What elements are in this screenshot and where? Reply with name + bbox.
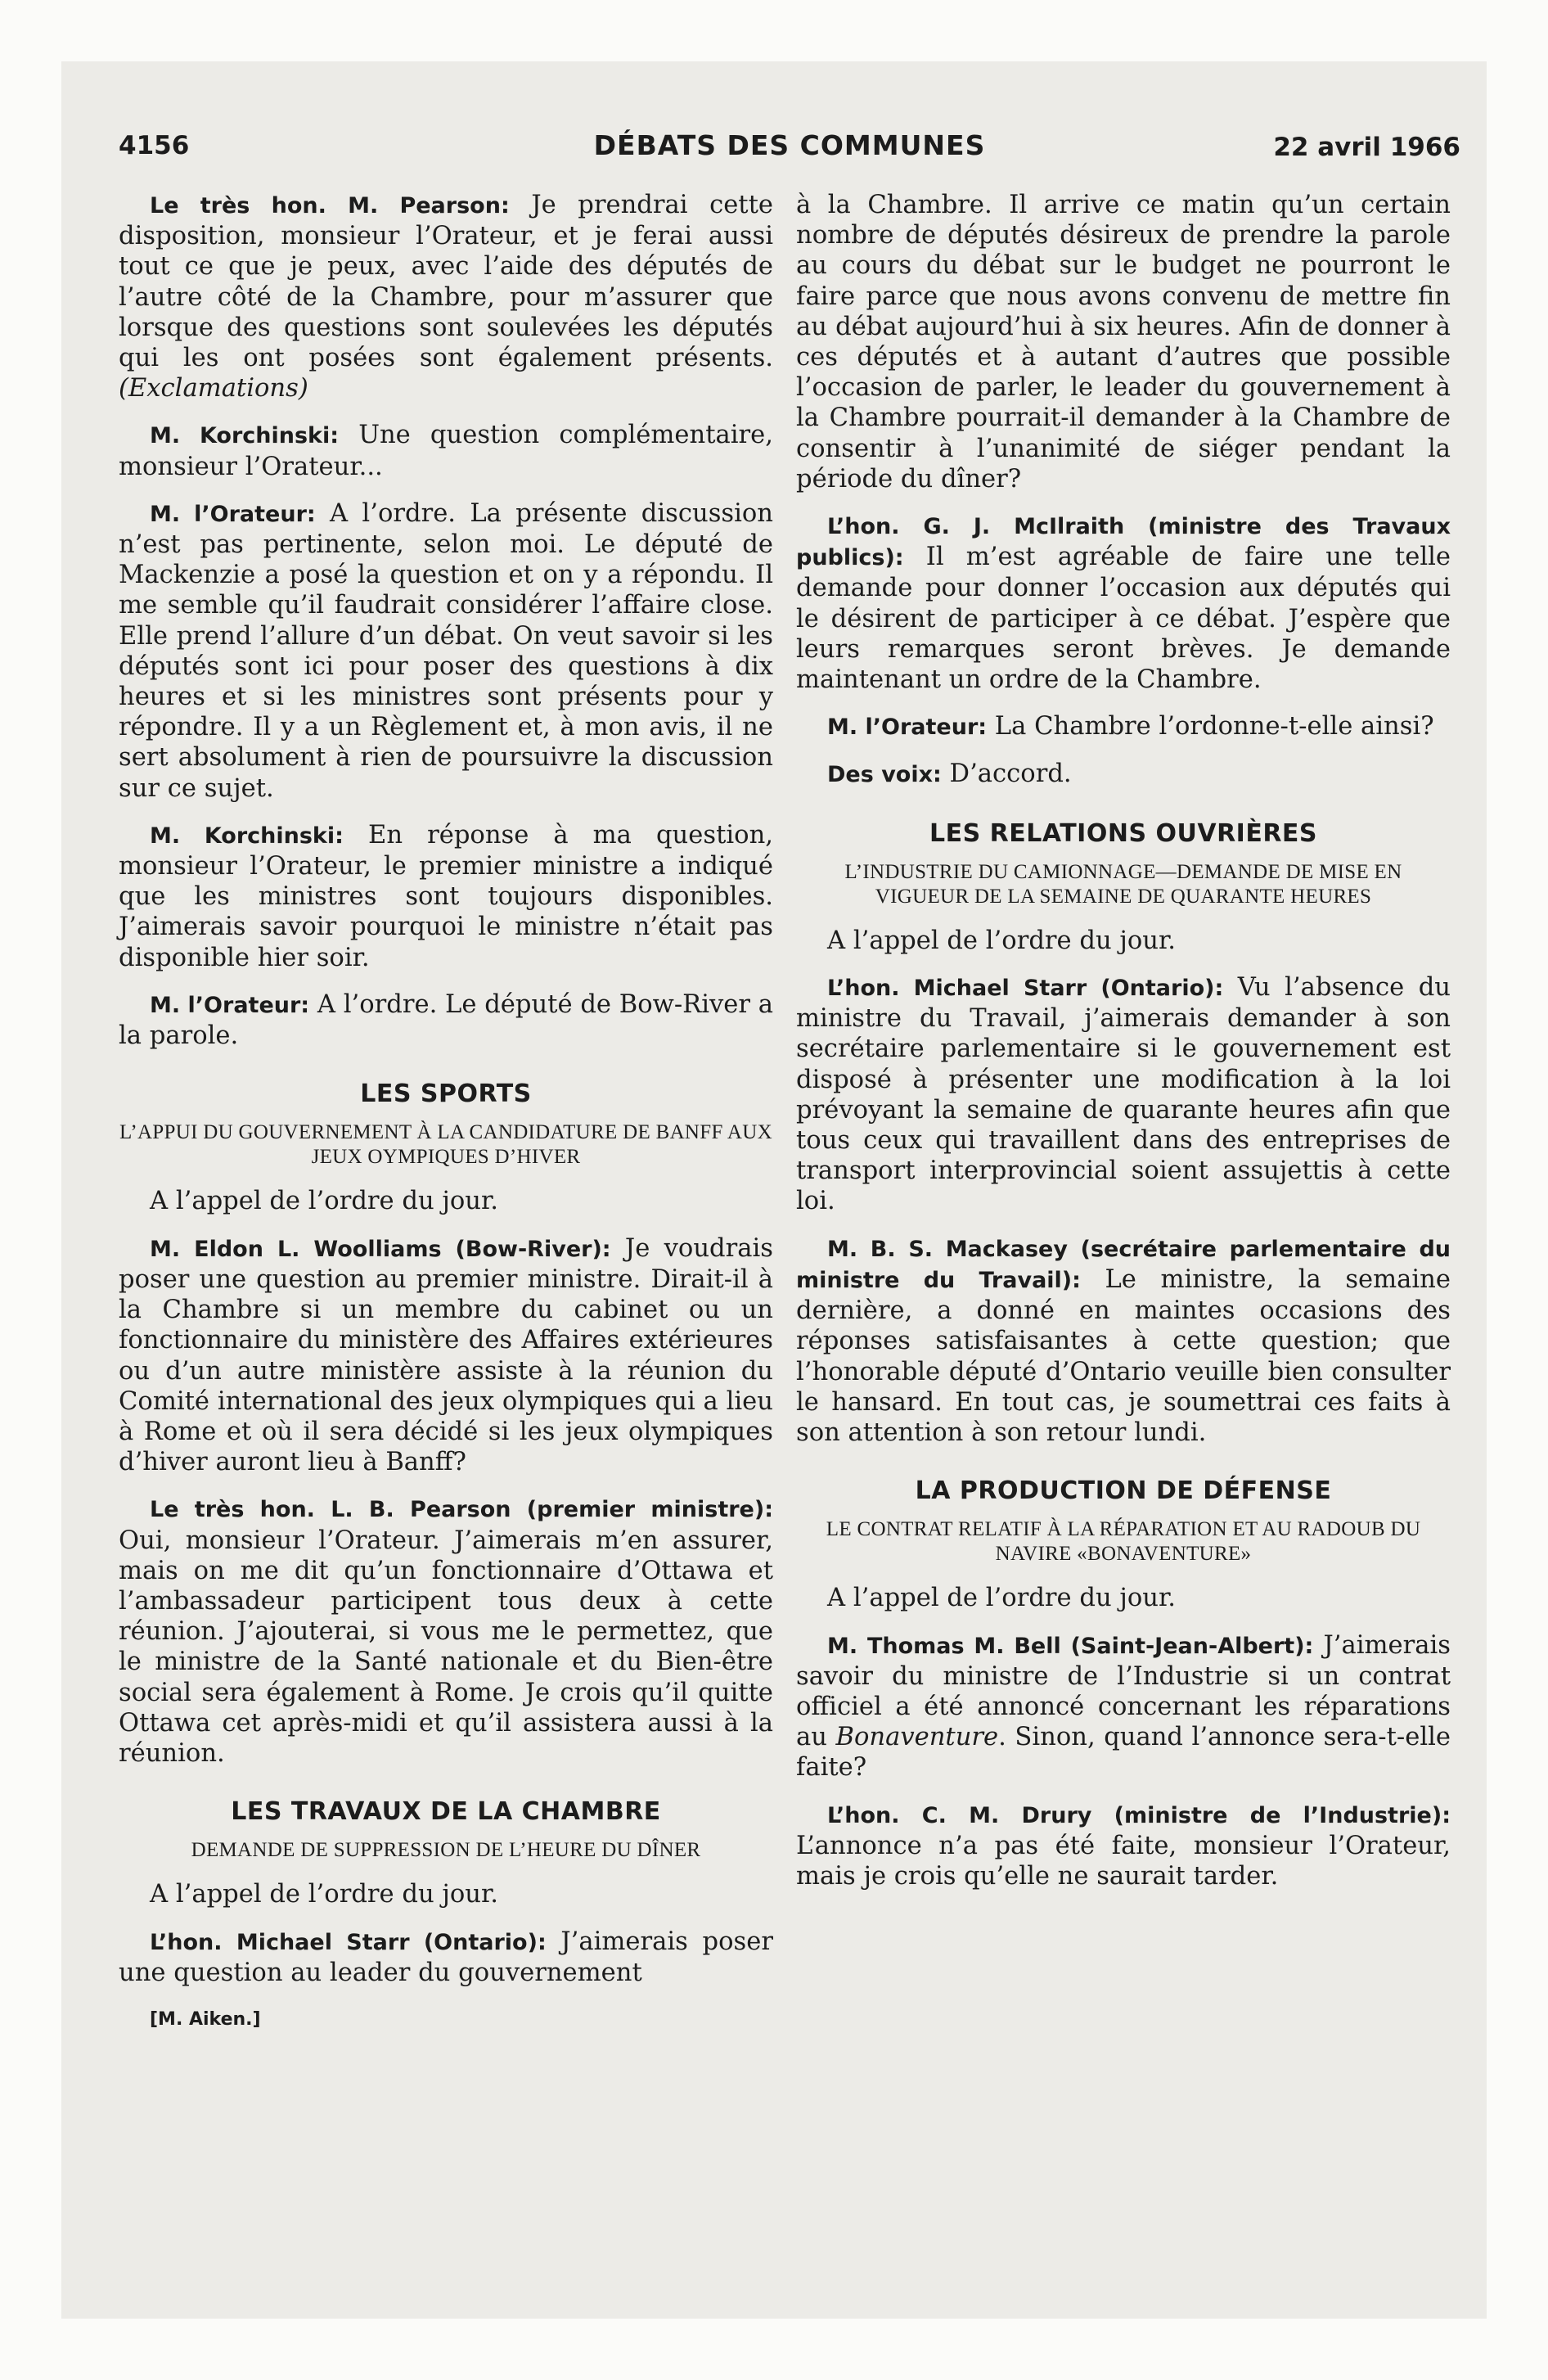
paragraph (796, 711, 1451, 742)
speaker-name: M. Eldon L. Woolliams (Bow-River): (150, 1236, 611, 1262)
speaker-name: M. Thomas M. Bell (Saint-Jean-Albert): (827, 1633, 1314, 1659)
speech-text: A l’ordre. Le député de Bow-River a la parole. (119, 989, 774, 1051)
speaker-name: M. l’Orateur: (150, 501, 316, 527)
speaker-name: Le très hon. M. Pearson: (150, 193, 510, 219)
speaker-name: L’hon. Michael Starr (Ontario): (827, 976, 1224, 1002)
interjection: (Exclamations) (119, 374, 308, 403)
speaker-name: M. Korchinski: (150, 823, 344, 849)
speaker-name: L’hon. C. M. Drury (ministre de l’Industrie): (827, 1802, 1451, 1828)
paragraph (119, 1233, 773, 1478)
ship-name: Bonaventure (835, 1723, 999, 1752)
speech-text: J’aimerais poser une question au leader du gouvernement (119, 1927, 773, 1987)
speech-text: Le ministre, la semaine dernière, a donné en maintes occasions des réponses satisfaisantes à cette question; que l’honorable député d’Ontario veuille bien consulter le hansard. En tout cas, je soumettrai ces faits à son attention à son retour lundi. (796, 1264, 1451, 1447)
speech-text: L’annonce n’a pas été faite, monsieur l’Orateur, mais je crois qu’elle ne saurait tarder. (796, 1831, 1451, 1891)
speech-text: D’accord. (941, 760, 1072, 789)
paragraph (796, 759, 1451, 790)
section-subheading: DEMANDE DE SUPPRESSION DE L’HEURE DU DÎNER (191, 1839, 701, 1862)
speaker-name: L’hon. Michael Starr (Ontario): (150, 1929, 547, 1955)
speech-text: Je voudrais poser une question au premier ministre. Dirait-il à la Chambre si un membre du cabinet ou un fonctionnaire du ministère des Affaires extérieures ou d’un autre ministère assiste à la réunion du Comité international des jeux olympiques qui a lieu à Rome et où il sera décidé si les jeux olympiques d’hiver auront lieu à Banff? (119, 1233, 773, 1477)
speech-text: . Sinon, quand l’annonce sera-t-elle faite? (796, 1723, 1451, 1783)
speaker-name: M. l’Orateur: (150, 992, 310, 1018)
speech-text: A l’ordre. La présente discussion n’est pas pertinente, selon moi. Le député de Mackenzie a posé la question et on y a répondu. Il me semble qu’il faudrait considérer l’affaire close. Elle prend l’allure d’un débat. On veut savoir si les députés sont ici pour poser des questions à dix heures et si les ministres sont présents pour y répondre. Il y a un Règlement et, à mon avis, il ne sert absolument à rien de poursuivre la discussion sur ce sujet. (119, 498, 773, 803)
order-call: A l’appel de l’ordre du jour. (827, 926, 1176, 955)
paragraph (119, 420, 773, 481)
page-header (119, 123, 1460, 172)
speech-text: Je prendrai cette disposition, monsieur l’Orateur, et je ferai aussi tout ce que je peux, avec l’aide des députés de l’autre côté de la Chambre, pour m’assurer que lorsque des questions sont soulevées les députés qui les ont posées sont également présents. (119, 191, 774, 373)
speech-text: Une question complémentaire, monsieur l’Orateur... (119, 421, 773, 481)
section-heading: LES TRAVAUX DE LA CHAMBRE (231, 1797, 661, 1827)
speaker-footnote: [M. Aiken.] (150, 2008, 261, 2030)
paragraph (796, 1233, 1451, 1448)
speaker-name: M. Korchinski: (150, 423, 340, 449)
paragraph (796, 972, 1451, 1217)
paragraph (119, 190, 773, 403)
speaker-name: Des voix: (827, 762, 942, 788)
speech-text: J’aimerais savoir du ministre de l’Industrie si un contrat officiel a été annoncé concernant les réparations au (796, 1630, 1451, 1752)
section-subheading: LE CONTRAT RELATIF À LA RÉPARATION ET AU RADOUB DU NAVIRE «BONAVENTURE» (826, 1518, 1421, 1566)
speech-text: Oui, monsieur l’Orateur. J’aimerais m’en assurer, mais on me dit qu’un fonctionnaire d’Ottawa et l’ambassadeur participent tous deux à cette réunion. J’ajouterai, si vous me le permettez, que le ministre de la Santé nationale et du Bien-être social sera également à Rome. Je crois qu’il quitte Ottawa cet après-midi et qu’il assistera aussi à la réunion. (119, 1526, 773, 1768)
section-heading: LES RELATIONS OUVRIÈRES (929, 818, 1318, 848)
speaker-name: M. B. S. Mackasey (secrétaire parlementaire du ministre du Travail): (796, 1236, 1451, 1293)
left-column (119, 190, 773, 2035)
order-call: A l’appel de l’ordre du jour. (827, 1584, 1176, 1613)
order-call: A l’appel de l’ordre du jour. (150, 1880, 498, 1909)
speaker-name: M. l’Orateur: (827, 714, 988, 741)
section-heading: LES SPORTS (360, 1080, 532, 1109)
publication-title: DÉBATS DES COMMUNES (593, 129, 986, 161)
paragraph (119, 989, 773, 1051)
section-subheading: L’APPUI DU GOUVERNEMENT À LA CANDIDATURE DE BANFF AUX JEUX OYMPIQUES D’HIVER (119, 1121, 772, 1169)
right-column (796, 190, 1451, 1908)
paragraph (119, 1927, 773, 1988)
paragraph (119, 498, 773, 804)
paragraph (796, 1630, 1451, 1783)
speaker-name: L’hon. G. J. McIlraith (ministre des Travaux publics): (796, 514, 1451, 571)
speech-text: Vu l’absence du ministre du Travail, j’aimerais demander à son secrétaire parlementaire si le gouvernement est disposé à présenter une modification à la loi prévoyant la semaine de quarante heures afin que tous ceux qui travaillent dans des entreprises de transport interprovincial soient assujettis à cette loi. (796, 973, 1451, 1216)
paragraph (796, 1800, 1451, 1892)
speech-text: Il m’est agréable de faire une telle demande pour donner l’occasion aux députés qui le désirent de participer à ce débat. J’espère que leurs remarques seront brèves. Je demande maintenant un ordre de la Chambre. (796, 543, 1451, 695)
order-call: A l’appel de l’ordre du jour. (150, 1187, 498, 1216)
paragraph (119, 1494, 773, 1769)
paragraph (796, 511, 1451, 695)
paragraph (119, 820, 773, 973)
page-number: 4156 (119, 131, 190, 160)
page-date: 22 avril 1966 (1273, 133, 1460, 162)
paragraph: à la Chambre. Il arrive ce matin qu’un certain nombre de députés désireux de prendre la parole au cours du débat sur le budget ne pourront le faire parce que nous avons convenu de mettre fin au débat aujourd’hui à six heures. Afin de donner à ces députés et à autant d’autres que possible l’occasion de parler, le leader du gouvernement à la Chambre pourrait-il demander à la Chambre de consentir à l’unanimité de siéger pendant la période du dîner? (796, 191, 1451, 494)
speech-text: En réponse à ma question, monsieur l’Orateur, le premier ministre a indiqué que les ministres sont toujours disponibles. J’aimerais savoir pourquoi le ministre n’était pas disponible hier soir. (119, 820, 773, 972)
speaker-name: Le très hon. L. B. Pearson (premier ministre): (150, 1497, 773, 1523)
speech-text: La Chambre l’ordonne-t-elle ainsi? (987, 712, 1434, 741)
section-subheading: L’INDUSTRIE DU CAMIONNAGE—DEMANDE DE MISE EN VIGUEUR DE LA SEMAINE DE QUARANTE HEURES (844, 860, 1402, 908)
section-heading: LA PRODUCTION DE DÉFENSE (915, 1476, 1332, 1506)
